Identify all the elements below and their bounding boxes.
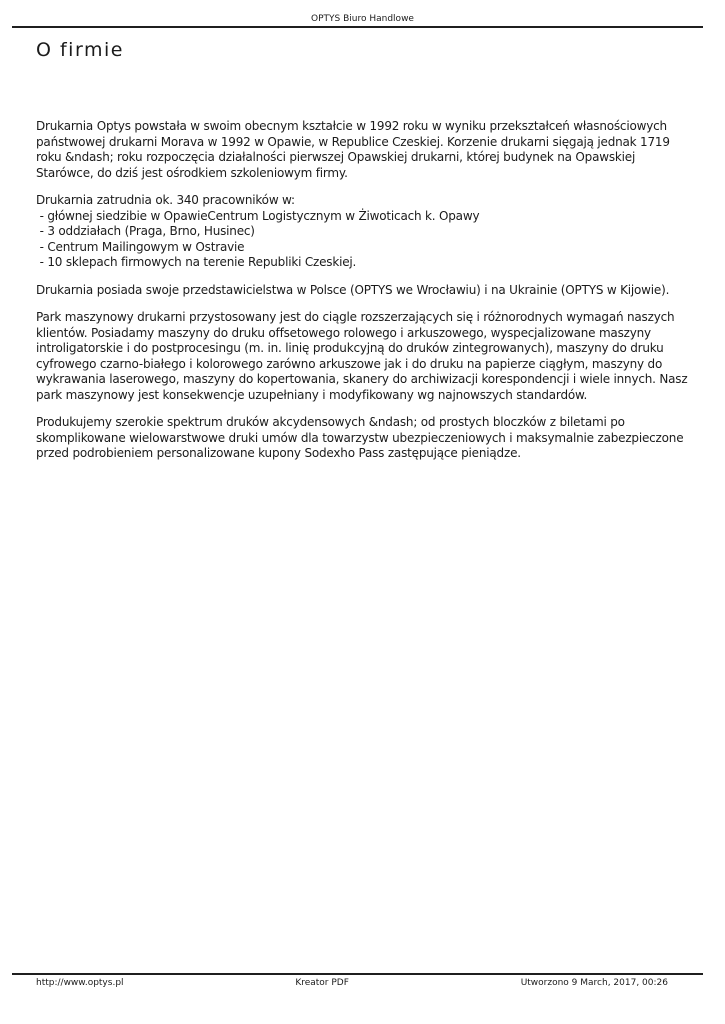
- footer-divider: [12, 973, 703, 975]
- footer-url: http://www.optys.pl: [36, 978, 124, 988]
- paragraph-products: Produkujemy szerokie spektrum druków akcydensowych &ndash; od prostych bloczków z biletami po skomplikowane wielowarstwowe druki umów dla towarzystw ubezpieczeniowych i maksymalnie zabezpieczone przed podrobieniem personalizowane kupony Sodexho Pass zastępujące pieniądze.: [36, 415, 684, 460]
- header-divider: [12, 26, 703, 28]
- header-title: OPTYS Biuro Handlowe: [311, 14, 414, 24]
- document-body: [36, 39, 690, 462]
- paragraph-machinery: Park maszynowy drukarni przystosowany jest do ciągle rozszerzających się i różnorodnych wymagań naszych klientów. Posiadamy maszyny do druku offsetowego rolowego i arkuszowego, wyspecjalizowane maszyny introligatorskie i do postprocesingu (m. in. linię produkcyjną do druków zintegrowanych), maszyny do druku cyfrowego czarno-białego i kolorowego zarówno arkuszowe jak i do druku na papierze ciągłym, maszyny do wykrawania laserowego, maszyny do kopertowania, skanery do archiwizacji korespondencji i wiele innych. Nasz park maszynowy jest konsekwencje uzupełniany i modyfikowany wg najnowszych standardów.: [36, 310, 688, 402]
- footer-created-timestamp: Utworzono 9 March, 2017, 00:26: [520, 978, 668, 988]
- employment-item: - głównej siedzibie w OpawieCentrum Logistycznym w Żiwoticach k. Opawy: [36, 208, 480, 223]
- document-footer: [0, 973, 725, 989]
- employment-intro: Drukarnia zatrudnia ok. 340 pracowników w:: [36, 193, 295, 207]
- employment-item: - 10 sklepach firmowych na terenie Republiki Czeskiej.: [36, 255, 357, 269]
- paragraph-employment: [36, 193, 690, 271]
- document-header: [0, 0, 725, 25]
- paragraph-offices: Drukarnia posiada swoje przedstawicielstwa w Polsce (OPTYS we Wrocławiu) i na Ukrainie (OPTYS w Kijowie).: [36, 282, 670, 297]
- page-title: O firmie: [36, 39, 124, 61]
- footer-row: [36, 977, 668, 989]
- footer-generator: Kreator PDF: [295, 978, 349, 988]
- employment-item: - Centrum Mailingowym w Ostravie: [36, 239, 245, 254]
- paragraph-history: Drukarnia Optys powstała w swoim obecnym kształcie w 1992 roku w wyniku przekształceń własnościowych państwowej drukarni Morava w 1992 w Opawie, w Republice Czeskiej. Korzenie drukarni sięgają jednak 1719 roku &ndash; roku rozpoczęcia działalności pierwszej Opawskiej drukarni, której budynek na Opawskiej Starówce, do dziś jest ośrodkiem szkoleniowym firmy.: [36, 119, 670, 180]
- employment-item: - 3 oddziałach (Praga, Brno, Husinec): [36, 224, 255, 238]
